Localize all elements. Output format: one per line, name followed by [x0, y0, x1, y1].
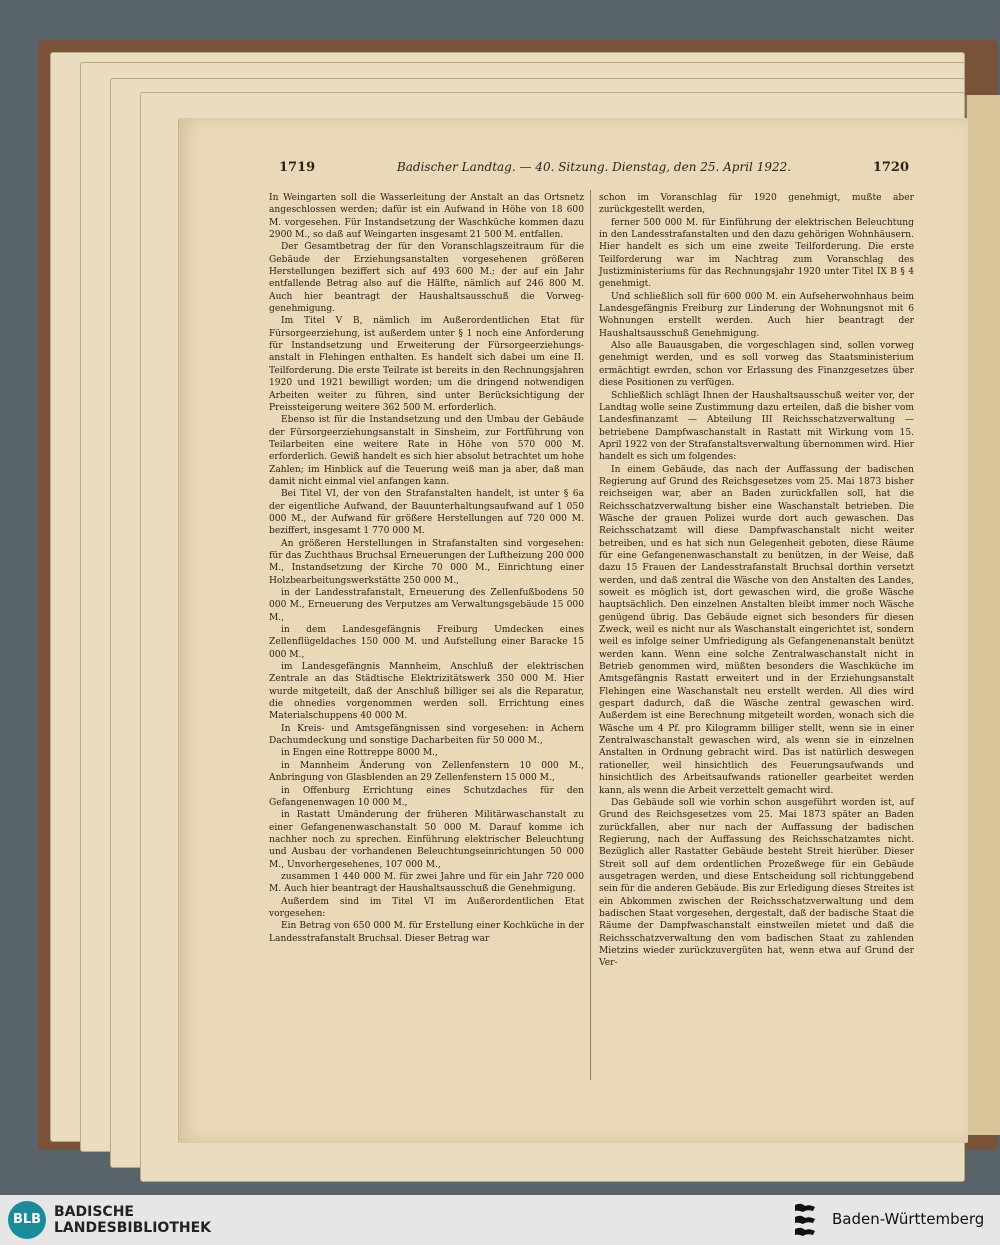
paragraph: ferner 500 000 M. für Einführung der elektrischen Beleuchtung in den Landesstrafanstalten und den dazu gehörigen Wohnhäusern. Hier handelt es sich um eine zweite Teilforderung. Die erste Teilforderung war im Nachtrag zum Voranschlag des Justizministeriums für das Rechnungsjahr 1920 unter Titel IX B § 4 genehmigt.: [599, 217, 914, 290]
paragraph: Und schließlich soll für 600 000 M. ein Aufseherwohnhaus beim Landesgefängnis Freiburg zur Linderung der Wohnungsnot mit 6 Wohnungen erstellt werden. Auch hier beantragt der Haushaltsausschuß Genehmigung.: [599, 291, 914, 339]
institution-name[interactable]: [54, 1204, 211, 1236]
paragraph: zusammen 1 440 000 M. für zwei Jahre und für ein Jahr 720 000 M. Auch hier beantragt der Haushaltsausschuß die Genehmigung.: [269, 871, 584, 895]
text-column-right: [599, 192, 914, 970]
paragraph: in Offenburg Errichtung eines Schutzdaches für den Gefangenenwagen 10 000 M.,: [269, 785, 584, 808]
paragraph: Ein Betrag von 650 000 M. für Erstellung einer Kochküche in der Landesstrafanstalt Bruchsal. Dieser Betrag war: [269, 921, 584, 944]
paragraph: in der Landesstrafanstalt, Erneuerung des Zellenfußbodens 50 000 M., Erneuerung des Verputzes am Verwaltungsgebäude 15 000 M.,: [269, 588, 584, 623]
column-divider: [590, 190, 591, 1080]
paragraph: Schließlich schlägt Ihnen der Haushaltsausschuß weiter vor, der Landtag wolle seine Zustimmung dazu erteilen, daß die bisher vom Landesfinanzamt — Abteilung III Reichsschatzverwaltung — betriebene Dampfwaschanstalt in Rastatt mit Wirkung vom 15. April 1922 von der Strafanstaltsverwaltung übernommen wird. Hier handelt es sich um folgendes:: [599, 390, 914, 463]
facing-page-edge: [965, 95, 1000, 1135]
text-column-left: [269, 192, 584, 945]
paragraph: Also alle Bauausgaben, die vorgeschlagen sind, sollen vorweg genehmigt werden, und es soll vorweg das Staatsministerium ermächtigt ewrden, schon vor Erlassung des Finanzgesetzes über diese Positionen zu verfügen.: [599, 341, 914, 389]
paragraph: Das Gebäude soll wie vorhin schon ausgeführt worden ist, auf Grund des Reichsgesetzes vom 25. Mai 1873 später an Baden zurückfallen, aber nur nach der Auffassung der badischen Regierung, nach der Auffassung des Reichsschatzamtes nicht. Bezüglich aller Rastatter Gebäude besteht Streit hierüber. Dieser Streit soll auf dem ordentlichen Prozeßwege für ein Gebäude ausgetragen werden, und diese Entscheidung soll richtunggebend sein für die anderen Gebäude. Bis zur Erledigung dieses Streites ist ein Abkommen zwischen der Reichsschatzverwaltung und dem badischen Staat vorgesehen, dergestalt, daß der badische Staat die Räume der Dampfwaschanstalt einstweilen mietet und daß die Reichsschatzverwaltung den vom badischen Staat zu zahlenden Mietzins wieder zurückzuvergüten hat, wenn etwa auf Grund der Ver-: [599, 797, 914, 969]
paragraph: In Weingarten soll die Wasserleitung der Anstalt an das Ortsnetz angeschlossen werden; dafür ist ein Aufwand in Höhe von 18 600 M. vorgesehen. Für Instandsetzung der Waschküche kommen dazu 2900 M., so daß auf Weingarten insgesamt 21 500 M. entfallen.: [269, 193, 584, 241]
paragraph: Der Gesamtbetrag der für den Voranschlagszeitraum für die Gebäude der Erziehungsanstalten vorgesehenen größeren Herstellungen beziffert sich auf 493 600 M.; der auf ein Jahr entfallende Betrag also auf die Hälfte, nämlich auf 246 800 M. Auch hier beantragt der Haushaltsausschuß die Vorweg-genehmigung.: [269, 242, 584, 315]
institution-line: LANDESBIBLIOTHEK: [54, 1220, 212, 1236]
paragraph: Bei Titel VI, der von den Strafanstalten handelt, ist unter § 6a der eigentliche Aufwand, der Bauunterhaltungsaufwand auf 1 050 000 M., der Aufwand für größere Herstellungen auf 720 000 M. beziffert, insgesamt 1 770 000 M.: [269, 489, 584, 537]
blb-logo[interactable]: BLB: [8, 1201, 46, 1239]
paragraph: in dem Landesgefängnis Freiburg Umdecken eines Zellenflügeldaches 150 000 M. und Aufstellung einer Baracke 15 000 M.,: [269, 625, 584, 660]
institution-line: BADISCHE: [54, 1204, 134, 1220]
paragraph: schon im Voranschlag für 1920 genehmigt, mußte aber zurückgestellt werden,: [599, 193, 914, 216]
paragraph: Ebenso ist für die Instandsetzung und den Umbau der Gebäude der Fürsorgeerziehungsanstalt in Sinsheim, zur Fortführung von Teilarbeiten eine weitere Rate in Höhe von 570 000 M. erforderlich. Gewiß handelt es sich hier absolut betrachtet um hohe Zahlen; im Hinblick auf die Teuerung weiß man ja aber, daß man damit nicht einmal viel anfangen kann.: [269, 415, 584, 487]
lions-coat-of-arms-icon: [793, 1202, 821, 1238]
page-header: [279, 160, 909, 178]
paragraph: in Mannheim Änderung von Zellenfenstern 10 000 M., Anbringung von Glasblenden an 29 Zellenfenstern 15 000 M.,: [269, 760, 584, 784]
paragraph: In einem Gebäude, das nach der Auffassung der badischen Regierung auf Grund des Reichsgesetzes vom 25. Mai 1873 bisher reichseigen war, aber an Baden zurückfallen soll, hat die Reichsschatzverwaltung bisher eine Waschanstalt betrieben. Die Wäsche der grauen Polizei wurde dort auch gewaschen. Das Reichsschatzamt will diese Dampfwaschanstalt nicht weiter betreiben, und es hat sich nun Gelegenheit geboten, diese Räume für eine Gefangenenwaschanstalt zu benützen, in der Weise, daß dazu 15 Frauen der Landesstrafanstalt Bruchsal dorthin versetzt werden, und daß zentral die Wäsche von den Anstalten des Landes, soweit es möglich ist, dort gewaschen wird, die große Wäsche hauptsächlich. Den einzelnen Anstalten bleibt immer noch Wäsche genügend übrig. Das Gebäude eignet sich besonders für diesen Zweck, weil es nicht nur als Waschanstalt eingerichtet ist, sondern weil es infolge seiner Umfriedigung als Gefangenenanstalt benützt werden kann. Wenn eine solche Zentralwaschanstalt nicht in Betrieb genommen wird, müßten besonders die Waschküche im Amtsgefängnis Rastatt erweitert und in der Erziehungsanstalt Flehingen eine Waschanstalt neu erstellt werden. All dies wird gespart dadurch, daß die Wäsche zentral gewaschen wird. Außerdem ist eine Berechnung mitgeteilt worden, wonach sich die Wäsche um 4 Pf. pro Kilogramm billiger stellt, wenn sie in einer Zentralwaschanstalt gewaschen wird, als wenn sie in einzelnen Anstalten in Ordnung gebracht wird. Das ist natürlich deswegen rationeller, weil hinsichtlich des Feuerungsaufwands und hinsichtlich des Arbeitsaufwands rationeller gearbeitet werden kann, als wenn die Arbeit verzettelt gemacht wird.: [599, 464, 914, 796]
paragraph: In Kreis- und Amtsgefängnissen sind vorgesehen: in Achern Dachumdeckung und sonstige Dacharbeiten für 50 000 M.,: [269, 723, 584, 747]
page-number-right: 1720: [872, 160, 909, 175]
paragraph: An größeren Herstellungen in Strafanstalten sind vorgesehen: für das Zuchthaus Bruchsal Erneuerungen der Luftheizung 200 000 M., Instandsetzung der Kirche 70 000 M., Einrichtung einer Holzbearbeitungswerkstätte 250 000 M.,: [269, 538, 584, 586]
paragraph: Im Titel V B, nämlich im Außerordentlichen Etat für Fürsorgeerziehung, ist außerdem unter § 1 noch eine Anforderung für Instandsetzung und Erweiterung der Fürsorgeerziehungs-anstalt in Flehingen enthalten. Es handelt sich dabei um eine II. Teilforderung. Die erste Teilrate ist bereits in den Rechnungsjahren 1920 und 1921 bewilligt worden; um die dringend notwendigen Arbeiten weiter zu führen, sind unter Berücksichtigung der Preissteigerung weitere 362 500 M. erforderlich.: [269, 316, 584, 413]
state-label[interactable]: Baden-Württemberg: [832, 1210, 985, 1228]
paragraph: Außerdem sind im Titel VI im Außerordentlichen Etat vorgesehen:: [269, 896, 584, 919]
paragraph: in Engen eine Rottreppe 8000 M.,: [281, 748, 438, 759]
paragraph: in Rastatt Umänderung der früheren Militärwaschanstalt zu einer Gefangenenwaschanstalt 50 000 M. Darauf komme ich nachher noch zu sprechen. Einführung elektrischer Beleuchtung und Ausbau der vorhandenen Beleuchtungseinrichtungen 50 000 M., Unvorhergesehenes, 107 000 M.,: [269, 810, 584, 870]
viewer-footer: [0, 1195, 1000, 1245]
running-title: Badischer Landtag. — 40. Sitzung. Dienstag, den 25. April 1922.: [396, 160, 792, 174]
paragraph: im Landesgefängnis Mannheim, Anschluß der elektrischen Zentrale an das Städtische Elektrizitätswerk 350 000 M. Hier wurde mitgeteilt, daß der Anschluß billiger sei als die Reparatur, die ohnedies vorgenommen werden soll. Errichtung eines Materialschuppens 40 000 M.: [269, 662, 584, 722]
book-page: [178, 118, 968, 1143]
page-number-left: 1719: [279, 160, 316, 175]
